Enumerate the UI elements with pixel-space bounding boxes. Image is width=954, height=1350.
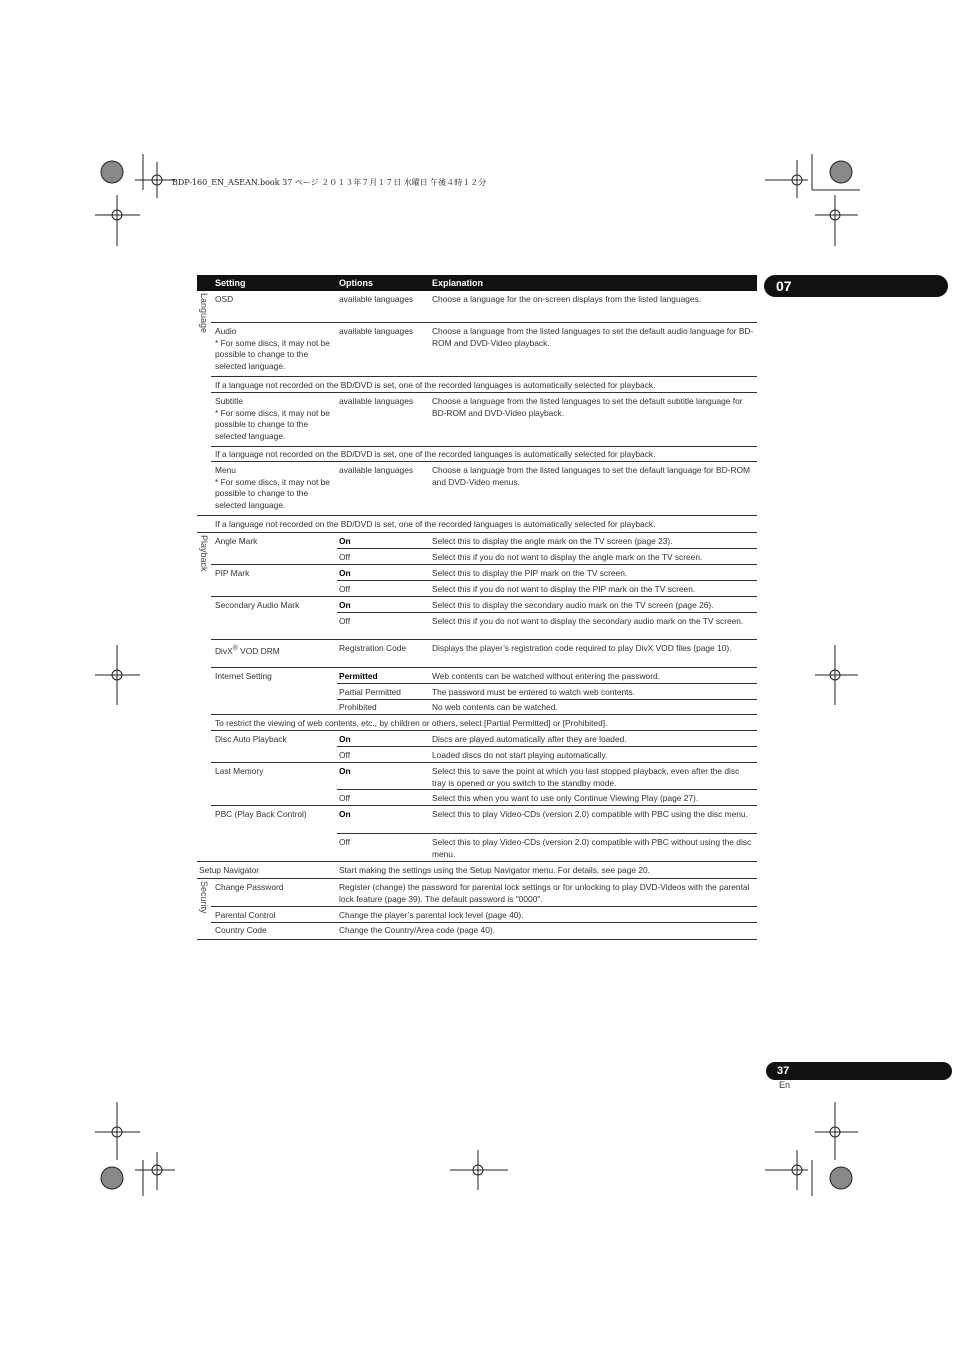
language-note: If a language not recorded on the BD/DVD is set, one of the recorded languages is automatically selected for playback.	[215, 449, 656, 459]
option-angle-off: Off	[339, 552, 351, 562]
setting-last-memory: Last Memory	[215, 766, 264, 776]
footnote-menu: * For some discs, it may not be possible to change to the selected language.	[215, 476, 330, 510]
explanation-pip-on: Select this to display the PIP mark on the TV screen.	[432, 568, 628, 578]
explanation-change-password: Register (change) the password for parental lock settings or for unlocking to play DVD-Videos with the parental lock feature (page 39). The default password is "0000".	[339, 882, 750, 904]
setting-setup-navigator: Setup Navigator	[199, 865, 260, 875]
setting-parental-control: Parental Control	[215, 910, 276, 920]
explanation-angle-off: Select this if you do not want to display the angle mark on the TV screen.	[432, 552, 703, 562]
option-osd: available languages	[339, 294, 414, 304]
registered-mark: ®	[232, 645, 238, 652]
explanation-autoplay-off: Loaded discs do not start playing automatically.	[432, 750, 608, 760]
option-pip-off: Off	[339, 584, 351, 594]
language-section-label: Language	[199, 293, 209, 334]
chapter-tab: 07	[764, 275, 948, 297]
setting-pip-mark: PIP Mark	[215, 568, 250, 578]
option-internet-permitted: Permitted	[339, 671, 378, 681]
explanation-audio: Choose a language from the listed languages to set the default audio language for BD-ROM and DVD-Video playback.	[432, 326, 754, 348]
table-header	[197, 275, 757, 291]
table-row	[197, 516, 757, 533]
setting-divx-vod-drm: DivX® VOD DRM	[215, 645, 280, 656]
setting-internet: Internet Setting	[215, 671, 272, 681]
option-divx: Registration Code	[339, 643, 407, 653]
explanation-internet-permitted: Web contents can be watched without entering the password.	[432, 671, 660, 681]
option-autoplay-off: Off	[339, 750, 351, 760]
table-row	[197, 462, 757, 514]
settings-table	[197, 275, 757, 940]
option-internet-partial: Partial Permitted	[339, 687, 401, 697]
security-group	[197, 879, 757, 940]
table-row	[197, 446, 757, 460]
column-header-setting: Setting	[215, 278, 246, 288]
setting-angle-mark: Angle Mark	[215, 536, 258, 546]
option-menu: available languages	[339, 465, 414, 475]
setting-secondary-audio-mark: Secondary Audio Mark	[215, 600, 300, 610]
option-secaudio-off: Off	[339, 616, 351, 626]
playback-section-label: Playback	[199, 535, 209, 572]
explanation-internet-prohibited: No web contents can be watched.	[432, 702, 558, 712]
language-note: If a language not recorded on the BD/DVD is set, one of the recorded languages is automatically selected for playback.	[215, 380, 656, 390]
table-row	[197, 862, 757, 879]
explanation-secaudio-on: Select this to display the secondary audio mark on the TV screen (page 26).	[432, 600, 714, 610]
playback-group	[197, 533, 757, 862]
explanation-pbc-on: Select this to play Video-CDs (version 2.0) compatible with PBC using the disc menu.	[432, 809, 748, 819]
internet-note: To restrict the viewing of web contents, etc., by children or others, select [Partial Permitted] or [Prohibited].	[215, 718, 608, 728]
explanation-setup-navigator: Start making the settings using the Setup Navigator menu. For details, see page 20.	[339, 865, 650, 875]
table-row	[197, 323, 757, 375]
explanation-internet-partial: The password must be entered to watch web contents.	[432, 687, 635, 697]
setting-menu: Menu * For some discs, it may not be possible to change to the selected language.	[215, 465, 330, 510]
option-angle-on: On	[339, 536, 351, 546]
column-header-options: Options	[339, 278, 373, 288]
security-section-label: Security	[199, 881, 209, 914]
explanation-pip-off: Select this if you do not want to display the PIP mark on the TV screen.	[432, 584, 696, 594]
column-header-explanation: Explanation	[432, 278, 484, 288]
setting-osd: OSD	[215, 294, 234, 304]
explanation-pbc-off: Select this to play Video-CDs (version 2.0) compatible with PBC without using the disc menu.	[432, 837, 752, 859]
option-internet-prohibited: Prohibited	[339, 702, 377, 712]
file-header: BDP-160_EN_ASEAN.book 37 ページ ２０１３年７月１７日 水曜日 午後４時１２分	[172, 178, 487, 187]
option-lastmem-off: Off	[339, 793, 351, 803]
setting-disc-auto-playback: Disc Auto Playback	[215, 734, 287, 744]
explanation-country-code: Change the Country/Area code (page 40).	[339, 925, 495, 935]
option-subtitle: available languages	[339, 396, 414, 406]
option-lastmem-on: On	[339, 766, 351, 776]
setting-country-code: Country Code	[215, 925, 267, 935]
setting-audio: Audio * For some discs, it may not be possible to change to the selected language.	[215, 326, 330, 371]
explanation-subtitle: Choose a language from the listed languages to set the default subtitle language for BD-ROM and DVD-Video playback.	[432, 396, 743, 418]
footnote-subtitle: * For some discs, it may not be possible to change to the selected language.	[215, 407, 330, 441]
option-pbc-off: Off	[339, 837, 351, 847]
option-pbc-on: On	[339, 809, 351, 819]
explanation-angle-on: Select this to display the angle mark on the TV screen (page 23).	[432, 536, 673, 546]
explanation-lastmem-on: Select this to save the point at which you last stopped playback, even after the disc tray is opened or you switch to the standby mode.	[432, 766, 740, 788]
explanation-autoplay-on: Discs are played automatically after they are loaded.	[432, 734, 627, 744]
explanation-secaudio-off: Select this if you do not want to display the secondary audio mark on the TV screen.	[432, 616, 744, 626]
explanation-osd: Choose a language for the on-screen displays from the listed languages.	[432, 294, 702, 304]
option-audio: available languages	[339, 326, 414, 336]
page-language: En	[779, 1080, 791, 1090]
language-note: If a language not recorded on the BD/DVD is set, one of the recorded languages is automatically selected for playback.	[215, 519, 656, 529]
setting-change-password: Change Password	[215, 882, 284, 892]
explanation-parental-control: Change the player’s parental lock level (page 40).	[339, 910, 524, 920]
footnote-audio: * For some discs, it may not be possible to change to the selected language.	[215, 337, 330, 371]
language-group	[197, 291, 757, 516]
explanation-lastmem-off: Select this when you want to use only Continue Viewing Play (page 27).	[432, 793, 699, 803]
option-pip-on: On	[339, 568, 351, 578]
table-row	[197, 393, 757, 445]
table-row	[197, 377, 757, 391]
option-secaudio-on: On	[339, 600, 351, 610]
setting-pbc: PBC (Play Back Control)	[215, 809, 307, 819]
table-row	[197, 291, 757, 307]
option-autoplay-on: On	[339, 734, 351, 744]
setting-subtitle: Subtitle * For some discs, it may not be possible to change to the selected language.	[215, 396, 330, 441]
explanation-divx: Displays the player’s registration code required to play DivX VOD files (page 10).	[432, 643, 732, 653]
explanation-menu: Choose a language from the listed languages to set the default language for BD-ROM and DVD-Video menus.	[432, 465, 750, 487]
page-number: 37	[766, 1062, 952, 1080]
